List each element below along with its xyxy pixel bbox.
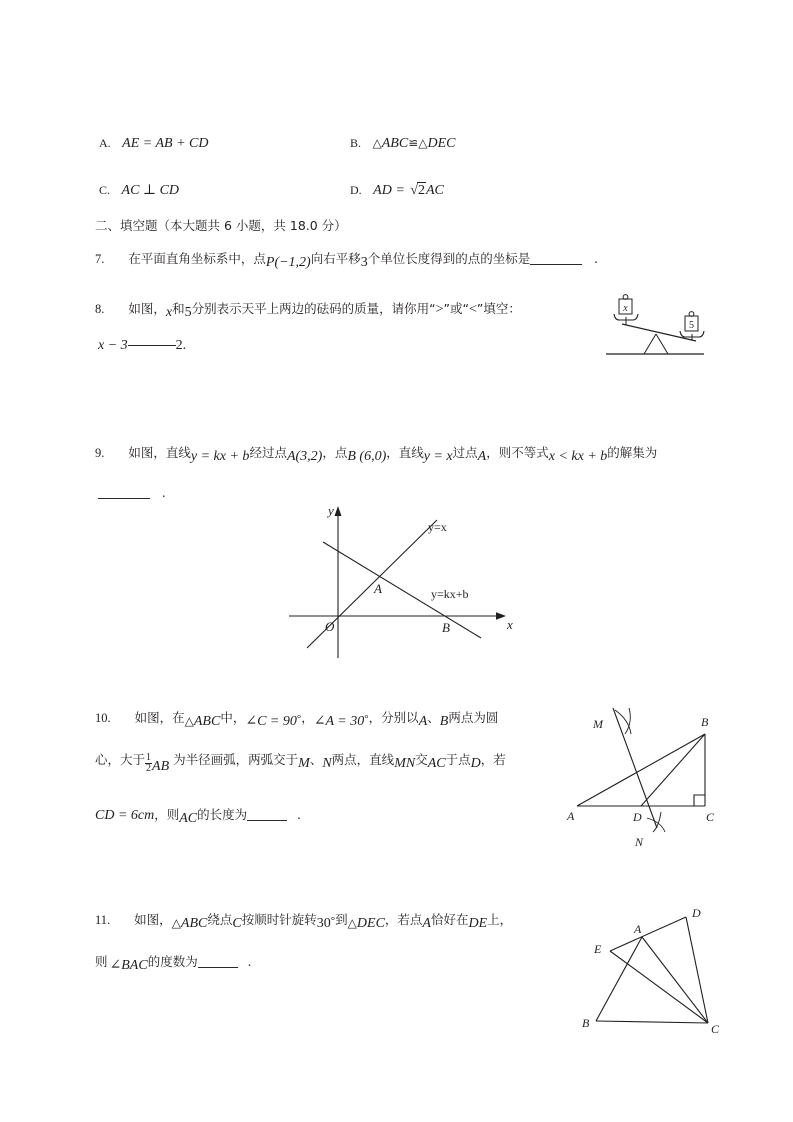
question-7-math-p: P(−1,2): [265, 255, 311, 270]
vertex-b-label: B: [582, 1016, 590, 1030]
question-9-text-4: ，直线: [386, 445, 424, 460]
question-7: [95, 249, 598, 271]
line-y-equals-x-label: y=x: [428, 520, 447, 534]
question-11-text-6: 恰好在: [430, 912, 469, 927]
choice-c-text: AC ⊥ CD: [121, 183, 180, 198]
question-8-text-3: 分别表示天平上两边的砝码的质量，请你用“: [191, 301, 436, 316]
choice-a-text: AE = AB + CD: [122, 136, 209, 151]
question-10-period: .: [297, 808, 301, 823]
question-10-figure-triangle: [565, 706, 725, 851]
question-7-period: .: [594, 252, 598, 267]
fraction-numerator: 1: [146, 751, 152, 763]
triangle-abc-svg: [565, 706, 725, 851]
question-8-text-5: ”填空：: [476, 301, 521, 316]
question-9-period: .: [162, 486, 166, 501]
question-11-period: .: [247, 955, 252, 970]
question-8-number: 8.: [95, 302, 105, 316]
greater-than-symbol: >: [435, 302, 444, 317]
question-7-text-1: 在平面直角坐标系中，点: [128, 251, 266, 266]
choice-d[interactable]: [350, 182, 444, 199]
balance-scale-svg: [600, 294, 720, 360]
choice-d-lhs: AD =: [373, 183, 405, 198]
point-d-label: D: [633, 810, 642, 824]
question-10-line2-text-7: ，若: [480, 752, 506, 767]
question-11-math-a: A: [422, 916, 431, 931]
question-9-math-inequality: x < kx + b: [548, 449, 608, 464]
question-10-line3-text-1: ，则: [154, 807, 180, 822]
triangle-icon: △: [347, 916, 357, 930]
question-10-text-3: ，: [301, 710, 314, 725]
vertex-e-label: E: [594, 942, 602, 956]
question-11-text-3: 按顺时针旋转: [241, 912, 317, 927]
choice-a-letter: A.: [99, 136, 111, 150]
question-11-text-4: 到: [335, 912, 348, 927]
question-9-math-line1: y = kx + b: [190, 449, 250, 464]
question-9-text-6: ，则不等式: [486, 445, 549, 460]
question-11-math-de: DE: [468, 916, 488, 931]
question-10-line2-text-1: 心，大于: [95, 752, 146, 767]
choice-b-letter: B.: [350, 136, 362, 150]
vertex-d-label: D: [692, 906, 701, 920]
question-10-text-6: 两点为圆: [448, 710, 499, 725]
question-11-math-30: 30: [316, 916, 331, 931]
less-than-symbol: <: [468, 302, 477, 317]
choice-c[interactable]: [99, 182, 179, 199]
choice-b-text-left: ABC: [381, 136, 409, 151]
triangle-icon: △: [372, 136, 382, 150]
question-10-line3-text-2: 的长度为: [197, 807, 248, 822]
question-8-expression-right: 2.: [175, 338, 187, 353]
question-11-math-angle-bac: ∠BAC: [109, 958, 148, 973]
congruent-icon: ≌: [408, 136, 419, 150]
line-y-equals-kx-plus-b-label: y=kx+b: [431, 587, 469, 601]
y-axis-arrow: [335, 506, 342, 516]
question-9: [95, 443, 657, 465]
question-11-text-7: 上，: [487, 912, 513, 927]
question-8-text-4: ”或“: [443, 301, 469, 316]
choice-d-letter: D.: [350, 183, 362, 197]
question-11-number: 11.: [95, 913, 111, 927]
question-9-number: 9.: [95, 446, 105, 460]
vertex-c-label: C: [706, 810, 715, 824]
square-root-icon: √2: [410, 183, 425, 198]
question-10-math-b: B: [439, 714, 449, 729]
question-10-line2-text-4: 两点，直线: [331, 752, 395, 767]
x-axis-label: x: [507, 617, 513, 632]
question-9-math-point-a: A(3,2): [286, 449, 323, 464]
choice-b[interactable]: [350, 136, 456, 152]
question-10-text-4: ，分别以: [368, 710, 419, 725]
choice-a[interactable]: [99, 136, 208, 152]
question-9-text-7: 的解集为: [607, 445, 658, 460]
question-10-math-abc: ABC: [193, 714, 221, 729]
question-9-math-point-b: B (6,0): [347, 449, 387, 464]
choice-c-letter: C.: [99, 183, 111, 197]
question-7-answer-blank[interactable]: [530, 253, 582, 265]
question-8-text-2: 和: [172, 301, 185, 316]
question-8-line2: [98, 334, 186, 354]
question-8-answer-blank[interactable]: [128, 334, 176, 346]
question-11-math-dec: DEC: [356, 916, 385, 931]
question-9-figure-coordinate-plane: [285, 498, 520, 663]
question-10-math-cd: CD = 6cm: [95, 808, 155, 823]
question-10-line2-text-5: 交: [415, 752, 428, 767]
question-10-fraction-tail-ab: AB: [152, 759, 170, 774]
question-11: [95, 910, 512, 932]
question-7-text-3: 个单位长度得到的点的坐标是: [367, 251, 531, 266]
vertex-b-label: B: [701, 715, 709, 729]
question-7-math-3: 3: [360, 255, 368, 270]
question-10-line2-text-6: 于点: [445, 752, 471, 767]
question-7-text-2: 向右平移: [310, 251, 361, 266]
question-9-text-2: 经过点: [249, 445, 287, 460]
question-9-answer-blank[interactable]: [98, 487, 150, 499]
question-10-math-angle-c: ∠C = 90: [245, 714, 297, 729]
question-9-text-5: 过点: [452, 445, 478, 460]
question-10-math-m: M: [298, 756, 310, 771]
vertex-c-label: C: [711, 1022, 720, 1036]
point-a-label: A: [374, 581, 382, 596]
question-10-line3: [95, 805, 301, 827]
question-8-text-1: 如图，: [128, 301, 166, 316]
question-8-figure-balance-scale: [600, 294, 720, 360]
origin-label: O: [325, 619, 335, 634]
question-11-line2-text-2: 的度数为: [147, 954, 198, 969]
coordinate-plane-svg: [285, 498, 520, 663]
question-9-text-1: 如图，直线: [128, 445, 191, 460]
degree-symbol: °: [330, 915, 336, 927]
question-11-line2-text-1: 则: [95, 954, 108, 969]
question-11-answer-blank[interactable]: [198, 956, 238, 968]
question-11-text-2: 绕点: [207, 912, 233, 927]
question-11-figure-rotation: [568, 903, 733, 1038]
question-10-math-ac-2: AC: [179, 811, 198, 826]
question-10-line2-text-3: 、: [309, 752, 323, 767]
question-10: [95, 708, 498, 730]
question-10-text-1: 如图，在: [134, 710, 185, 725]
question-10-math-angle-a: ∠A = 30: [313, 714, 365, 729]
choice-b-text-right: DEC: [427, 136, 456, 151]
question-11-text-5: ，若点: [384, 912, 423, 927]
question-8: [95, 299, 521, 321]
question-10-answer-blank[interactable]: [247, 809, 287, 821]
vertex-a-label: A: [567, 809, 575, 823]
question-10-math-d: D: [470, 756, 481, 771]
choice-d-rhs: AC: [425, 183, 444, 198]
question-8-expression-left: x − 3: [98, 338, 128, 353]
question-7-number: 7.: [95, 252, 105, 266]
triangle-icon: △: [171, 916, 181, 930]
question-10-text-5: 、: [427, 710, 440, 725]
question-10-number: 10.: [95, 711, 111, 725]
point-n-label: N: [635, 835, 644, 849]
vertex-a-label: A: [634, 922, 642, 936]
rotation-triangles-svg: [568, 903, 733, 1038]
degree-symbol: °: [364, 713, 369, 725]
question-9-line2: [98, 484, 166, 502]
question-8-math-5: 5: [184, 305, 192, 320]
point-m-label: M: [593, 717, 603, 731]
one-half-fraction: [145, 753, 152, 775]
question-10-math-ac: AC: [427, 756, 446, 771]
balance-left-weight-label: x: [623, 303, 628, 314]
question-10-math-n: N: [322, 756, 332, 771]
degree-symbol: °: [296, 713, 302, 725]
y-axis-label: y: [328, 503, 334, 518]
question-10-line2-text-2: 为半径画弧，两弧交于: [173, 752, 299, 767]
point-b-label: B: [442, 620, 450, 635]
question-10-math-mn: MN: [394, 756, 416, 771]
question-9-text-3: ，点: [322, 445, 348, 460]
section-heading: 二、填空题（本大题共 6 小题，共 18.0 分）: [95, 218, 347, 233]
question-11-math-c: C: [232, 916, 242, 931]
question-10-line2: [95, 750, 506, 775]
question-10-text-2: 中，: [220, 710, 246, 725]
x-axis-arrow: [496, 612, 506, 619]
question-9-math-line2: y = x: [423, 449, 453, 464]
question-11-math-abc: ABC: [180, 916, 208, 931]
question-10-math-a: A: [418, 714, 428, 729]
question-11-text-1: 如图，: [134, 912, 172, 927]
balance-right-weight-label: 5: [689, 320, 694, 331]
choice-d-radicand: 2: [417, 183, 425, 198]
triangle-icon: △: [418, 136, 428, 150]
fraction-denominator: 2: [146, 763, 152, 774]
question-9-math-a: A: [477, 449, 487, 464]
triangle-icon: △: [184, 714, 194, 728]
question-11-line2: [95, 952, 251, 974]
question-8-math-x: x: [165, 305, 173, 320]
